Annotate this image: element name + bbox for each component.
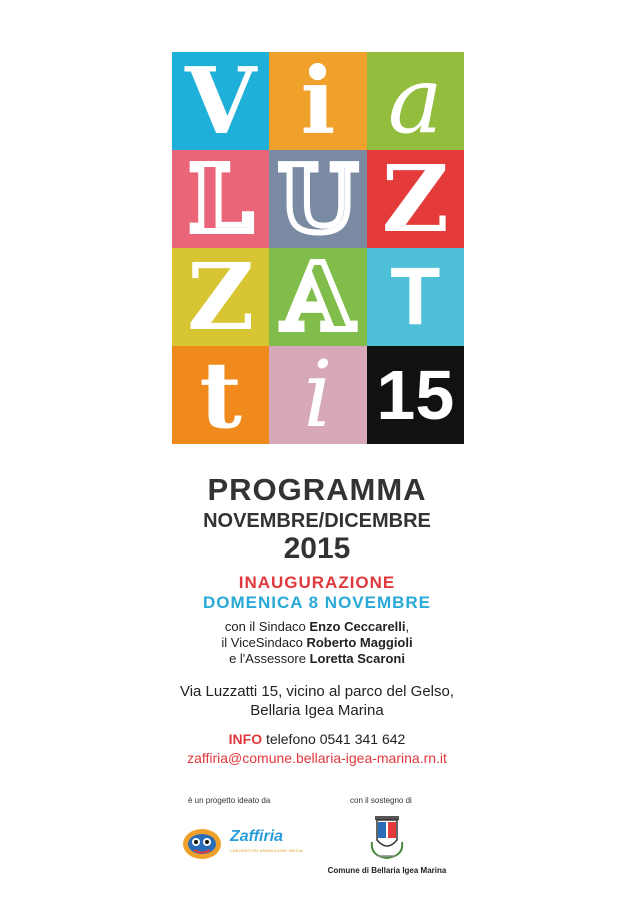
address-line-2: Bellaria Igea Marina bbox=[250, 702, 384, 719]
tile-i2 bbox=[269, 346, 366, 444]
tile-u bbox=[269, 150, 366, 248]
guest-list bbox=[0, 619, 634, 667]
tile-letter: L bbox=[188, 150, 253, 248]
tile-a bbox=[367, 52, 464, 150]
address-line-1: Via Luzzatti 15, vicino al parco del Gelso, bbox=[179, 683, 455, 700]
venue-address bbox=[0, 682, 634, 720]
guest-line-assessor: e l'Assessore Loretta Scaroni bbox=[229, 651, 405, 666]
tile-t bbox=[367, 248, 464, 346]
vicemayor-name: Roberto Maggioli bbox=[306, 635, 413, 650]
inauguration-label: INAUGURAZIONE bbox=[238, 573, 396, 592]
tile-letter: U bbox=[277, 150, 359, 248]
tile-letter: A bbox=[282, 248, 354, 346]
comune-crest-icon bbox=[366, 812, 408, 862]
tile-letter: i bbox=[300, 52, 336, 150]
tile-letter: Z bbox=[187, 248, 255, 346]
tile-i bbox=[269, 52, 366, 150]
tile-v bbox=[172, 52, 269, 150]
tile-l bbox=[172, 150, 269, 248]
tile-a2 bbox=[269, 248, 366, 346]
inauguration-date: DOMENICA 8 NOVEMBRE bbox=[202, 593, 432, 612]
tile-letter: t bbox=[199, 346, 242, 444]
project-by-label: è un progetto ideato da bbox=[188, 796, 271, 805]
tile-letter: T bbox=[390, 251, 441, 342]
tile-z2 bbox=[172, 248, 269, 346]
tile-z bbox=[367, 150, 464, 248]
email-link[interactable]: zaffiria@comune.bellaria-igea-marina.rn.it bbox=[187, 750, 447, 766]
guest-line-mayor: con il Sindaco Enzo Ceccarelli, bbox=[224, 619, 410, 634]
program-title: PROGRAMMA bbox=[207, 472, 427, 507]
tile-15 bbox=[367, 346, 464, 444]
info-label: INFO bbox=[228, 731, 263, 747]
mayor-name: Enzo Ceccarelli bbox=[309, 619, 406, 634]
info-line bbox=[0, 731, 634, 747]
tile-letter: a bbox=[387, 52, 443, 150]
tile-number: 15 bbox=[376, 356, 455, 434]
program-months: NOVEMBRE/DICEMBRE bbox=[203, 510, 431, 532]
tile-letter: V bbox=[184, 52, 257, 150]
zaffiria-tagline: LABORATORI ANIMAZIONE MEDIA bbox=[230, 848, 304, 853]
phone-number: telefono 0541 341 642 bbox=[262, 731, 406, 747]
assessor-name: Loretta Scaroni bbox=[309, 651, 405, 666]
zaffiria-name: Zaffiria bbox=[230, 828, 284, 845]
tile-t2 bbox=[172, 346, 269, 444]
tile-letter: i bbox=[303, 346, 333, 444]
guest-line-vicemayor: il ViceSindaco Roberto Maggioli bbox=[221, 635, 413, 650]
poster-letter-grid bbox=[172, 52, 464, 444]
support-label: con il sostegno di bbox=[350, 796, 412, 805]
comune-name: Comune di Bellaria Igea Marina bbox=[327, 866, 447, 875]
program-year: 2015 bbox=[283, 532, 351, 565]
tile-letter: Z bbox=[381, 150, 449, 248]
